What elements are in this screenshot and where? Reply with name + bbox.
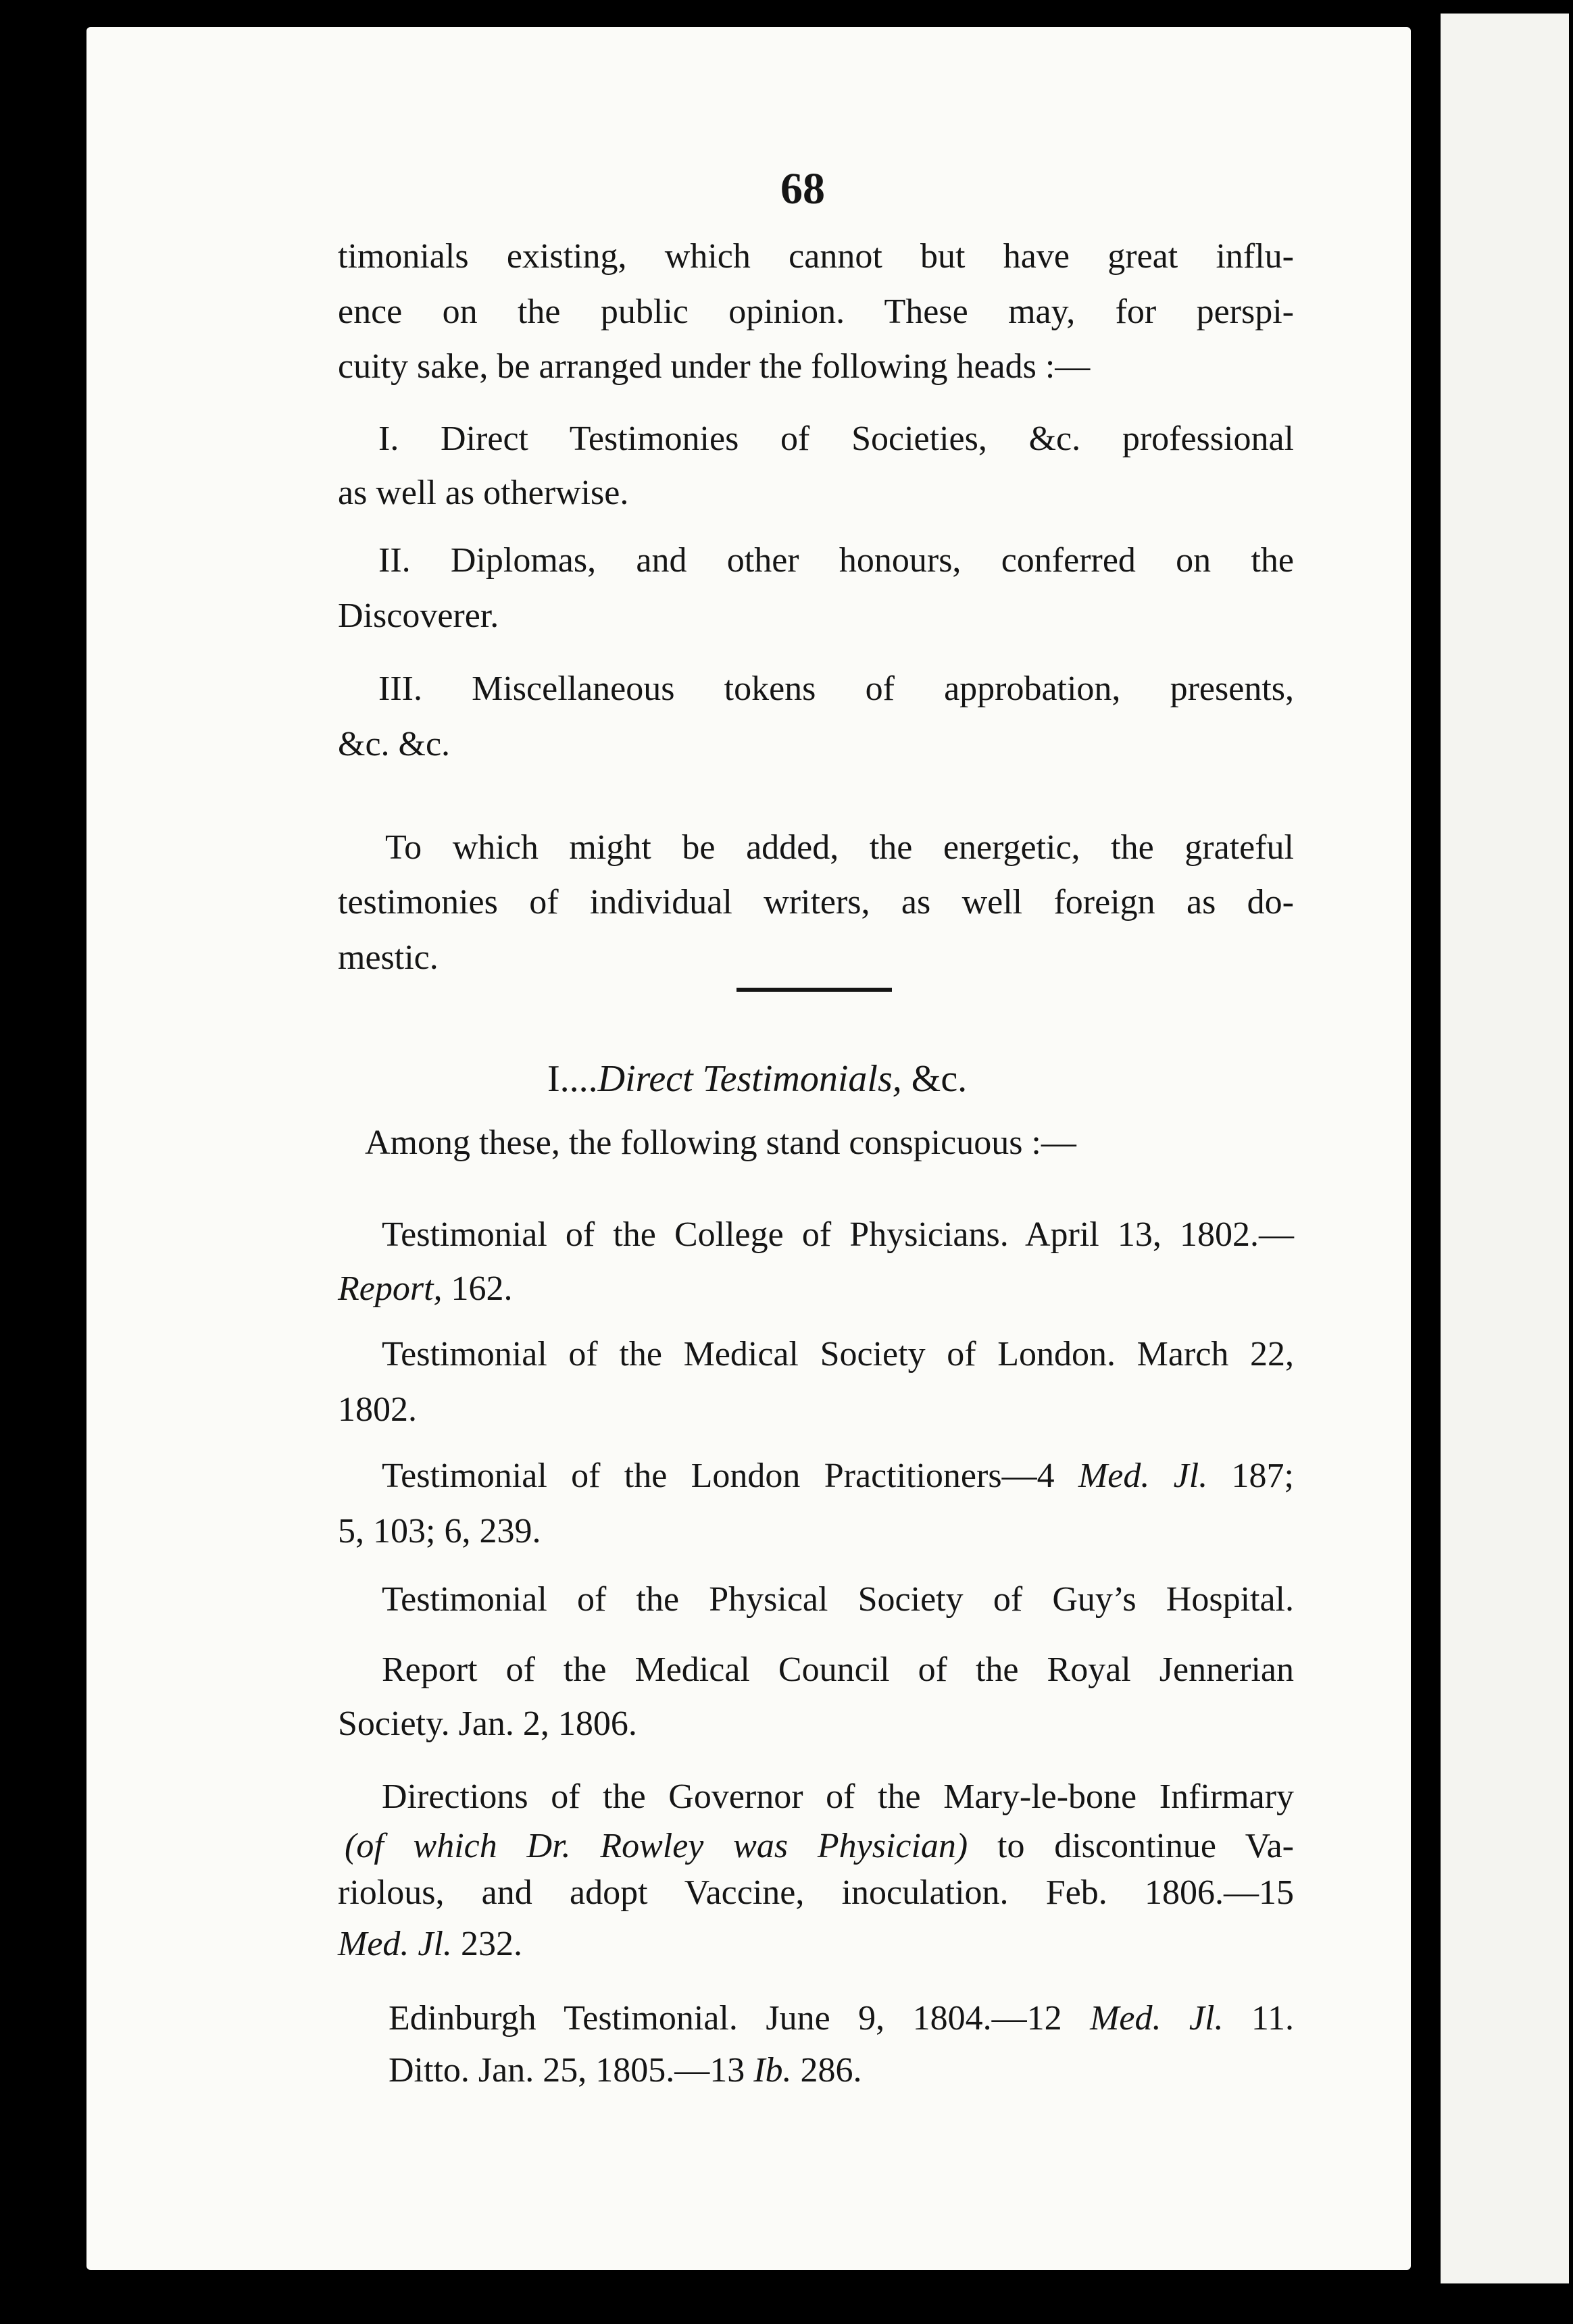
- section-divider: [736, 988, 892, 992]
- section-suffix: &c.: [901, 1058, 968, 1100]
- entry-3-line-1: [382, 1456, 1294, 1496]
- section-heading: [547, 1057, 967, 1101]
- entry-3-text: Testimonial of the London Practitioners—4: [382, 1457, 1078, 1495]
- entry-6-aside: (of which Dr. Rowley was Physician): [345, 1827, 968, 1865]
- entry-3-source: Med. Jl.: [1078, 1457, 1208, 1495]
- entry-6-line-4: [338, 1924, 1294, 1965]
- entry-8-source: Ib.: [753, 2051, 792, 2090]
- added-line-1: To which might be added, the energetic, the grateful: [385, 828, 1294, 867]
- facing-page-edge: [1441, 14, 1569, 2283]
- added-line-2: testimonies of individual writers, as well foreign as do-: [338, 883, 1294, 921]
- lead-line: Among these, the following stand conspicuous :—: [365, 1123, 1076, 1162]
- entry-4-line-1: Testimonial of the Physical Society of Guy’s Hospital.: [382, 1580, 1294, 1619]
- entry-1-line-2: [338, 1269, 1294, 1309]
- entry-1-source: Report,: [338, 1269, 443, 1308]
- added-line-3: mestic.: [338, 938, 439, 977]
- entry-7-source: Med. Jl.: [1090, 1999, 1224, 2038]
- head-2-line-2: Discoverer.: [338, 597, 499, 635]
- page-number: 68: [780, 164, 825, 213]
- head-3-line-2: &c. &c.: [338, 725, 451, 763]
- intro-line-1: timonials existing, which cannot but have great influ-: [338, 237, 1294, 276]
- head-1-line-1: I. Direct Testimonies of Societies, &c. professional: [378, 420, 1294, 458]
- section-number: I....: [547, 1058, 598, 1100]
- intro-line-3: cuity sake, be arranged under the following heads :—: [338, 347, 1091, 386]
- entry-6-source: Med. Jl.: [338, 1925, 452, 1963]
- intro-line-2: ence on the public opinion. These may, for perspi-: [338, 293, 1294, 331]
- entry-6-page: 232.: [451, 1925, 522, 1963]
- entry-5-line-2: Society. Jan. 2, 1806.: [338, 1704, 637, 1743]
- entry-2-line-1: Testimonial of the Medical Society of London. March 22,: [382, 1335, 1294, 1373]
- entry-6-line-1: Directions of the Governor of the Mary-le-bone Infirmary: [382, 1777, 1294, 1816]
- entry-7-text: Edinburgh Testimonial. June 9, 1804.—12: [389, 1999, 1091, 2038]
- entry-3-line-2: 5, 103; 6, 239.: [338, 1512, 541, 1550]
- entry-3-page: 187;: [1207, 1457, 1294, 1495]
- entry-6-line-2: [345, 1826, 1294, 1867]
- head-3-line-1: III. Miscellaneous tokens of approbation, presents,: [378, 670, 1294, 708]
- entry-8-text: Ditto. Jan. 25, 1805.—13: [389, 2051, 754, 2090]
- section-title: Direct Testimonials,: [597, 1058, 902, 1100]
- entry-8-line-1: [389, 2050, 1294, 2091]
- entry-1-line-1: Testimonial of the College of Physicians. April 13, 1802.—: [382, 1215, 1294, 1254]
- entry-7-page: 11.: [1223, 1999, 1294, 2038]
- entry-6-line-3: riolous, and adopt Vaccine, inoculation. Feb. 1806.—15: [338, 1873, 1294, 1912]
- entry-1-page: 162.: [442, 1269, 513, 1308]
- head-2-line-1: II. Diplomas, and other honours, conferred on the: [378, 541, 1294, 580]
- head-1-line-2: as well as otherwise.: [338, 474, 629, 512]
- entry-5-line-1: Report of the Medical Council of the Royal Jennerian: [382, 1650, 1294, 1689]
- entry-2-line-2: 1802.: [338, 1390, 417, 1429]
- entry-6-text: to discontinue Va-: [968, 1827, 1294, 1865]
- entry-7-line-1: [389, 1998, 1294, 2039]
- entry-8-page: 286.: [791, 2051, 862, 2090]
